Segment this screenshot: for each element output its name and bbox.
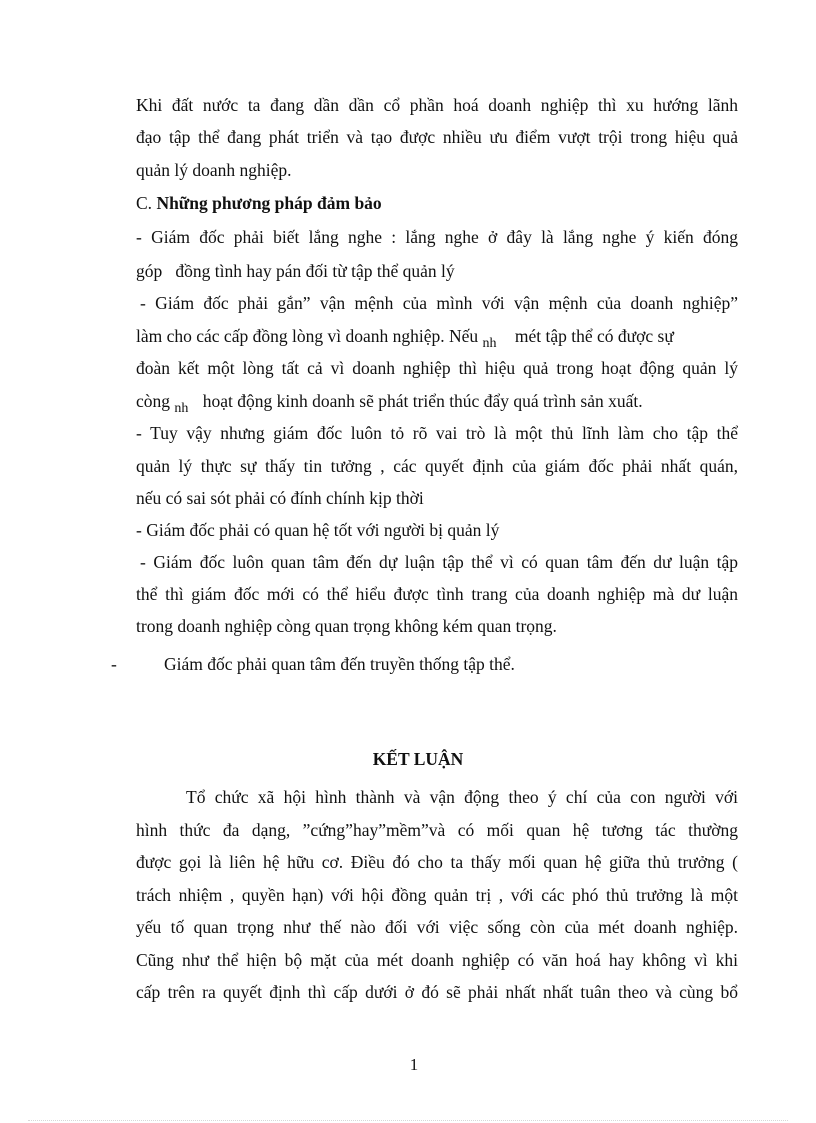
conclusion-line-7: cấp trên ra quyết định thì cấp dưới ở đó sẽ phải nhất nhất tuân theo và cùng bổ: [136, 982, 738, 1002]
page-bottom-divider: [28, 1120, 788, 1121]
item-2-line-2-small: nh: [482, 336, 497, 351]
item-2-line-1: - Giám đốc phải gắn” vận mệnh của mình với vận mệnh của doanh nghiệp”: [140, 293, 738, 313]
item-5-line-3: trong doanh nghiệp còng quan trọng không kém quan trọng.: [136, 616, 557, 636]
section-c-prefix: C.: [136, 193, 153, 213]
conclusion-line-2: hình thức đa dạng, ”cứng”hay”mềm”và có mối quan hệ tương tác thường: [136, 820, 738, 840]
intro-line-1: Khi đất nước ta đang dần dần cổ phần hoá doanh nghiệp thì xu hướng lãnh: [136, 95, 738, 115]
item-2-line-3: đoàn kết một lòng tất cả vì doanh nghiệp thì hiệu quả trong hoạt động quản lý: [136, 358, 738, 378]
conclusion-line-3: được gọi là liên hệ hữu cơ. Điều đó cho ta thấy mối quan hệ giữa thủ trưởng (: [136, 852, 738, 872]
item-3-line-1: - Tuy vậy nhưng giám đốc luôn tỏ rõ vai trò là một thủ lĩnh làm cho tập thể: [136, 423, 738, 443]
item-2-line-2: [136, 320, 674, 355]
page-number: 1: [409, 1055, 419, 1074]
conclusion-line-6: Cũng như thể hiện bộ mặt của mét doanh nghiệp có văn hoá hay không vì khi: [136, 950, 738, 970]
section-c-heading: [136, 187, 382, 219]
intro-line-3: quản lý doanh nghiệp.: [136, 160, 292, 180]
conclusion-line-5: yếu tố quan trọng như thế nào đối với việc sống còn của mét doanh nghiệp.: [136, 917, 738, 937]
item-1-line-1: - Giám đốc phải biết lắng nghe : lắng nghe ở đây là lắng nghe ý kiến đóng: [136, 227, 738, 247]
item-3-line-2: quản lý thực sự thấy tin tưởng , các quyết định của giám đốc phải nhất quán,: [136, 456, 738, 476]
item-5-line-2: thể thì giám đốc mới có thể hiểu được tình trang của doanh nghiệp mà dư luận: [136, 584, 738, 604]
conclusion-title: KẾT LUẬN: [372, 749, 464, 769]
conclusion-line-1: Tổ chức xã hội hình thành và vận động theo ý chí của con người với: [186, 787, 738, 807]
item-2-line-4-small: nh: [174, 401, 189, 416]
item-2-line-4-text-b: hoạt động kinh doanh sẽ phát triển thúc đẩy quá trình sản xuất.: [202, 391, 643, 411]
item-2-line-2-text-b: mét tập thể có được sự: [514, 326, 674, 346]
conclusion-line-4: trách nhiệm , quyền hạn) với hội đồng quản trị , với các phó thủ trưởng là một: [136, 885, 738, 905]
item-3-line-3: nếu có sai sót phải có đính chính kịp thời: [136, 488, 424, 508]
item-6-text: Giám đốc phải quan tâm đến truyền thống tập thể.: [164, 654, 515, 674]
section-c-title: Những phương pháp đảm bảo: [156, 193, 382, 213]
item-5-line-1: - Giám đốc luôn quan tâm đến dự luận tập thể vì có quan tâm đến dư luận tập: [140, 552, 738, 572]
item-1-line-2: góp đồng tình hay pán đối từ tập thể quản lý: [136, 261, 455, 281]
item-2-line-4-text-a: còng: [136, 391, 171, 411]
item-2-line-4: [136, 385, 643, 420]
item-6-dash: -: [111, 654, 117, 674]
item-2-line-2-text-a: làm cho các cấp đồng lòng vì doanh nghiệp. Nếu: [136, 326, 479, 346]
item-4: - Giám đốc phải có quan hệ tốt với người bị quản lý: [136, 520, 500, 540]
intro-line-2: đạo tập thể đang phát triển và tạo được nhiều ưu điểm vượt trội trong hiệu quả: [136, 127, 738, 147]
